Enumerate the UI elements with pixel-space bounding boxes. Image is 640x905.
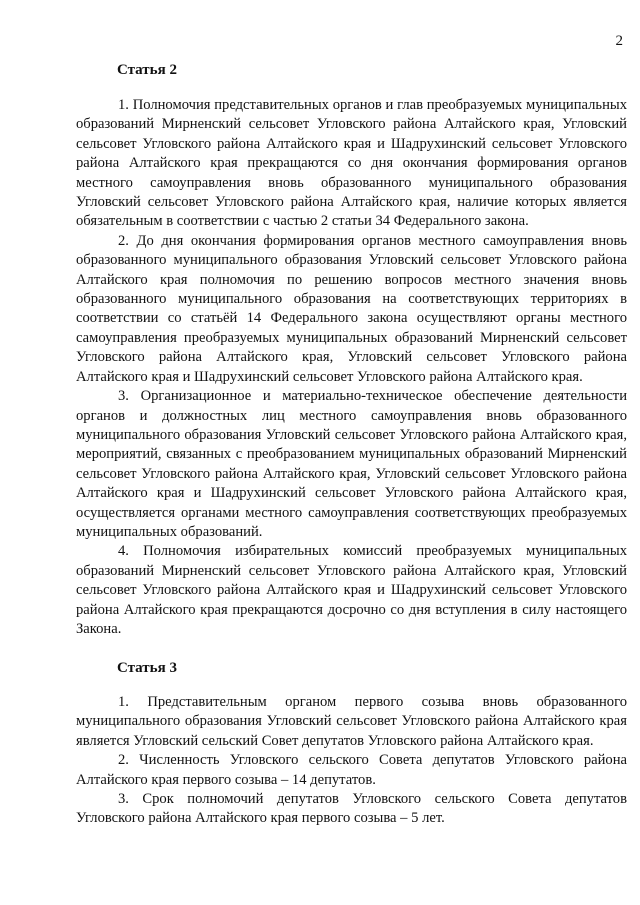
- article-2-paragraph-4: 4. Полномочия избирательных комиссий преобразуемых муниципальных образований Мирненский сельсовет Угловского района Алтайского края, Угловский сельсовет Угловского района Алтайского края и Шадрухинский сельсовет Угловского района Алтайского края прекращаются досрочно со дня вступления в силу настоящего Закона.: [76, 543, 627, 637]
- page-number: 2: [615, 33, 623, 49]
- article-2-heading: Статья 2: [117, 62, 177, 78]
- article-3-paragraph-1: 1. Представительным органом первого созыва вновь образованного муниципального образования Угловский сельсовет Угловского района Алтайского края является Угловский сельский Совет депутатов Угловского района Алтайского края.: [76, 694, 627, 749]
- article-2-paragraph-1: 1. Полномочия представительных органов и глав преобразуемых муниципальных образований Мирненский сельсовет Угловского района Алтайского края, Угловский сельсовет Угловского района Алтайского края и Шадрухинский сельсовет Угловского района Алтайского края прекращаются со дня окончания формирования органов местного самоуправления вновь образованного муниципального образования Угловский сельсовет Угловского района Алтайского края, наличие которых является обязательным в соответствии с частью 2 статьи 34 Федерального закона.: [76, 97, 627, 230]
- article-2-body: [76, 96, 627, 639]
- article-3-paragraph-3: 3. Срок полномочий депутатов Угловского сельского Совета депутатов Угловского района Алтайского края первого созыва – 5 лет.: [76, 791, 627, 827]
- article-3-body: [76, 693, 627, 829]
- article-3-heading: Статья 3: [117, 660, 177, 676]
- article-3-paragraph-2: 2. Численность Угловского сельского Совета депутатов Угловского района Алтайского края первого созыва – 14 депутатов.: [76, 752, 627, 788]
- article-2-paragraph-3: 3. Организационное и материально-техническое обеспечение деятельности органов и должностных лиц местного самоуправления вновь образованного муниципального образования Угловский сельсовет Угловского района Алтайского края, мероприятий, связанных с преобразованием муниципальных образований Мирненский сельсовет Угловского района Алтайского края, Угловский сельсовет Угловского района Алтайского края и Шадрухинский сельсовет Угловского района Алтайского края, осуществляется органами местного самоуправления соответствующих преобразуемых муниципальных образований.: [76, 388, 627, 540]
- article-2-paragraph-2: 2. До дня окончания формирования органов местного самоуправления вновь образованного муниципального образования Угловский сельсовет Угловского района Алтайского края полномочия по решению вопросов местного значения вновь образованного муниципального образования на соответствующих территориях в соответствии со статьёй 14 Федерального закона осуществляют органы местного самоуправления преобразуемых муниципальных образований Мирненский сельсовет Угловского района Алтайского края, Угловский сельсовет Угловского района Алтайского края и Шадрухинский сельсовет Угловского района Алтайского края.: [76, 232, 627, 385]
